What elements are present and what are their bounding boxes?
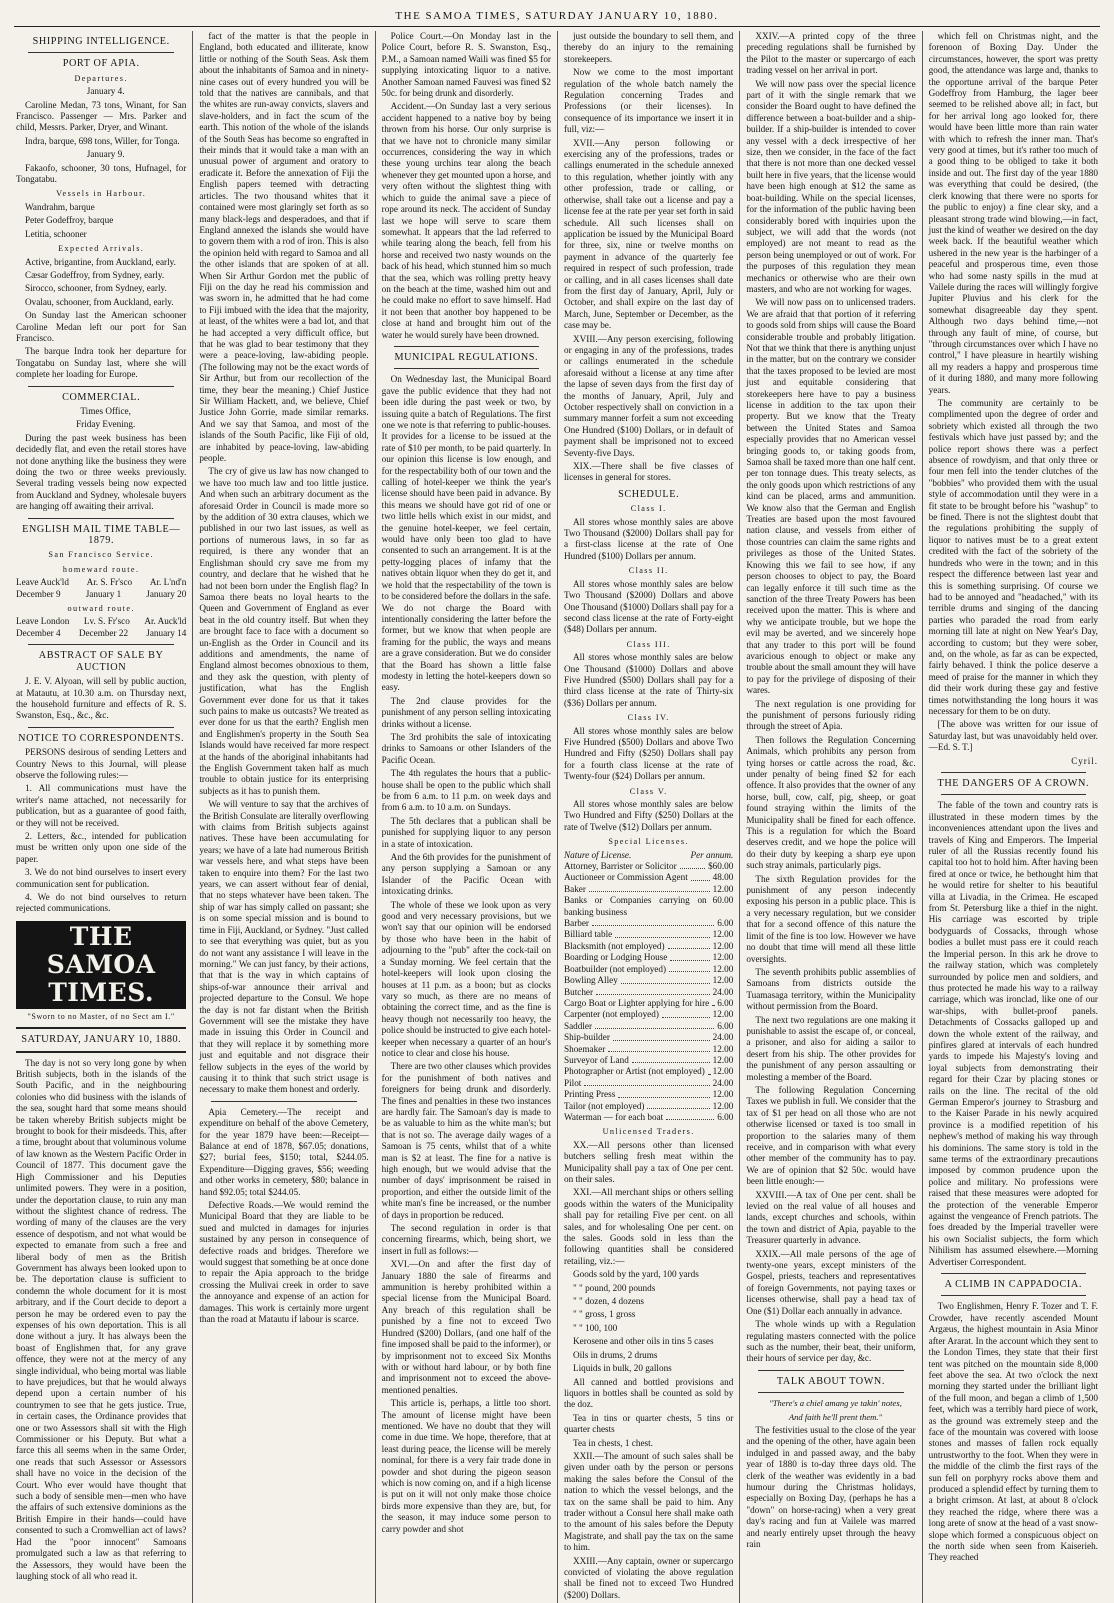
class-label: Class III. <box>626 639 671 649</box>
fee-name: Barber <box>563 918 589 929</box>
divider <box>16 1051 186 1053</box>
fee-name: Blacksmith (not employed) <box>563 940 665 951</box>
class-text: All stores whose monthly sales are below One Thousand ($1000) Dollars and above Five Hundred ($500) Dollars shall pay for a third class license at the rate of Thirty-six ($36) Dollars per annum. <box>563 652 734 708</box>
motto: "Sworn to no Master, of no Sect am I." <box>27 1011 175 1021</box>
quantity-item: " " gross, 1 gross <box>572 1309 636 1320</box>
municipal-text: The 2nd clause provides for the punishment of any person selling intoxicating drinks without a license. <box>381 695 551 729</box>
municipal-text: And the 6th provides for the punishment of any person supplying a Samoan or any Islander of the Pacific Ocean with intoxicating drinks. <box>381 852 551 897</box>
outward-value-row <box>16 628 186 639</box>
fee-row <box>564 895 733 918</box>
fee-name: Attorney, Barrister or Solicitor <box>563 861 677 872</box>
table-cell: January 1 <box>85 588 122 599</box>
fee-row <box>564 941 733 952</box>
municipal-text: On Wednesday last, the Municipal Board gave the public evidence that they had not been idle during the past week or two, by issuing quite a batch of Regulations. The first one we note is that referring to public-houses. It provides for a license to be issued at the rate of $10 per month, to be paid quarterly. In our opinion this license is low enough, and for the respectability both of our town and the calling of hotel-keeper we think the year's license should have been paid in advance. By this means we should have got rid of one or two little hells which exist in our midst, and the genuine hotel-keeper, we feel certain, would have only been too glad to have consented to such an arrangement. It is at the petty-logging places of infamy that the natives obtain liquor when they do get it, and we hold that the respectability of the town is to be considered before the dollars in the safe. We do not charge the Board with intentionally considering the latter before the former, but we know that when people are framing for the public, the ways and means are a grave consideration. But we do consider that the Board has shown a little false modesty in letting the hotel-keepers down so easy. <box>381 374 551 693</box>
divider <box>394 368 539 369</box>
outward-header-row <box>16 616 186 627</box>
municipal-text: The 5th declares that a publican shall be punished for supplying liquor to any person in a state of intoxication. <box>381 815 551 849</box>
departure-entry: Indra, barque, 698 tons, Willer, for Tonga. <box>25 135 180 146</box>
fee-row <box>564 1044 733 1055</box>
fee-row <box>564 1055 733 1066</box>
municipal-commentary: The next two regulations are one making it punishable to assist the escape of, or conceal, a prisoner, and also for aiding a sailor to desert from his ship. The other provides for the punishment of any person assaulting or molesting a member of the Board. <box>746 1014 916 1082</box>
municipal-commentary: We will now pass over the special licence part of it with the single remark that we consider the Board ought to have defined the difference between a boat-builder and a ship-builder. If a ship-builder is intended to cover any vessel with a deck irrespective of her size, then we consider, in the face of the fact that there is not more than one decked vessel built here in five years, that the license would have been high enough at $12 the same as boat-building. While on the special licenses, for the information of the public having been considerably bored with inquiries upon the subject, we will add that the words (not employed) are not meant to read as the person being unemployed or out of work. For the purposes of this regulation they mean mechanics or otherwise who are their own masters, and who are not working for wages. <box>746 78 916 294</box>
divider <box>28 727 174 728</box>
accident-notice: Accident.—On Sunday last a very serious accident happened to a native boy by being thrown from his horse. Our only surprise is that we have not to chronicle many similar occurrences, considering the way in which these young urchins tear along the beach whenever they get mounted upon a horse, and very often without the slightest thing with which to guide the animal save a piece of rope around its neck. The accident of Sunday last we hope will serve to scare them somewhat. It appears that the lad referred to while tearing along the beach, fell from his horse and received two nasty wounds on the back of his head, which stunned him so much that the sea, which was rolling pretty heavy on the beach at the time, washed him out and he could make no effort to save himself. Had it not been that another boy happened to be close at hand and brought him out of the water he would surely have been drowned. <box>381 101 551 340</box>
municipal-commentary: The whole winds up with a Regulation regulating masters connected with the police such as the number, their beat, their uniform, their hours of service per day, &c. <box>746 1319 916 1364</box>
mail-table-heading: ENGLISH MAIL TIME TABLE—1879. <box>22 523 181 547</box>
fee-amount: 12.00 <box>712 929 734 940</box>
outward-label: outward route. <box>67 604 135 614</box>
municipal-commentary: Then follows the Regulation Concerning Animals, which prohibits any person from tying horses or cattle across the road, &c. under penalty of being fined $2 for each offence. It also provides that the owner of any horse, bull, cow, calf, pig, sheep, or goat found straying within the limits of the Municipality shall be fined for each offence. This is a regulation for which the Board deserves credit, and we hope the police will do their duty by keeping a sharp eye upon such stray animals, particularly pigs. <box>746 734 916 871</box>
expected-label: Expected Arrivals. <box>58 244 145 254</box>
divider <box>211 1101 356 1102</box>
departure-date: January 9. <box>86 149 125 160</box>
column-5 <box>739 31 921 1603</box>
class-label: Class V. <box>629 786 668 796</box>
class-text: All stores whose monthly sales are above Two Thousand ($2000) Dollars shall pay for a first-class license at the rate of One Hundred ($100) Dollars per annum. <box>563 516 734 561</box>
fee-header-left: Nature of License. <box>563 849 632 860</box>
epigraph-line: "There's a chiel amang ye takin' notes, <box>769 1398 902 1409</box>
fee-row <box>564 998 733 1009</box>
divider <box>941 1273 1086 1274</box>
class-label: Class I. <box>630 504 667 514</box>
fee-name: Banks or Companies carrying on banking business <box>563 895 707 917</box>
fee-row <box>564 1112 733 1123</box>
divider <box>28 386 174 387</box>
correspondents-intro: PERSONS desirous of sending Letters and Country News to this Journal, will please observe the following rules:— <box>16 747 187 780</box>
column-6 <box>922 31 1104 1603</box>
regulation-xxiii: XXIII.—Any captain, owner or supercargo convicted of violating the above regulation shall be fined not to exceed Two Hundred ($200) Dollars. <box>563 1555 734 1600</box>
divider <box>941 772 1086 773</box>
expected-vessel: Active, brigantine, from Auckland, early. <box>25 256 176 267</box>
expected-vessel: Cæsar Godeffroy, from Sydney, early. <box>25 269 165 280</box>
class-text: All stores whose monthly sales are below Two Thousand ($2000) Dollars and above One Thousand ($1000) Dollars shall pay for a second class license at the rate of Forty-eight ($48) Dollars per annum. <box>563 578 734 635</box>
running-head: THE SAMOA TIMES, SATURDAY JANUARY 10, 1880. <box>14 6 1100 27</box>
divider <box>28 644 174 645</box>
auction-text: J. E. V. Alyoan, will sell by public auction, at Matautu, at 10.30 a.m. on Thursday next, the household furniture and effects of R. S. Swanston, Esq., &c., &c. <box>16 676 187 721</box>
quantity-item: Oils in drums, 2 drums <box>572 1349 658 1360</box>
table-cell: December 9 <box>16 588 61 599</box>
talk-heading: TALK ABOUT TOWN. <box>776 1375 886 1387</box>
departure-entry: Fakaofo, schooner, 30 tons, Hufnagel, for Tongatabu. <box>16 162 187 185</box>
fee-amount: 12.00 <box>712 1009 734 1020</box>
divider <box>941 1295 1086 1296</box>
regulation-xviii: XVIII.—Any person exercising, following or engaging in any of the professions, trades or callings enumerated in the schedule aforesaid without a license at any time after the lapse of seven days from the first day of the months of January, April, July and October respectively shall on conviction in a summary manner forfeit a sum not exceeding One Hundred ($100) Dollars, or in default of payment shall be imprisoned not to exceed Seventy-five Days. <box>563 333 734 458</box>
column-1 <box>10 31 192 1603</box>
fee-table-header <box>564 850 733 861</box>
harbour-vessel: Wandrahm, barque <box>25 201 95 212</box>
signature: Cyril. <box>1071 755 1098 766</box>
column-3 <box>375 31 557 1603</box>
municipal-text: The 4th regulates the hours that a public-house shall be open to the public which shall be from 6 a.m. to 11 p.m. on week days and from 6 a.m. to 10 a.m. on Sundays. <box>381 768 551 813</box>
fee-row <box>564 1009 733 1020</box>
auction-heading: ABSTRACT OF SALE BY AUCTION <box>38 650 164 673</box>
mail-service: San Francisco Service. <box>48 550 154 560</box>
harbour-label: Vessels in Harbour. <box>56 189 147 199</box>
regulation-xxix: XXIX.—All male persons of the age of twenty-one years, except ministers of the Gospel, priests, teachers and representatives of foreign Governments, not paying taxes or licenses otherwise, shall pay a head tax of One ($1) Dollar each annually in advance. <box>746 1248 916 1316</box>
municipal-commentary: The seventh prohibits public assemblies of Samoans from districts outside the Tuamasaga territory, within the Municipality without permission from the Board. <box>746 966 916 1012</box>
table-cell: Ar. L'nd'n <box>149 577 187 588</box>
police-court-notice: Police Court.—On Monday last in the Police Court, before R. S. Swanston, Esq., P.M., a Samoan named Waili was fined $5 for supplying intoxicating liquor to a native. Another Samoan named Fauvesi was fined $2 50c. for being drunk and disorderly. <box>381 31 551 99</box>
fee-name: Shoemaker <box>563 1043 606 1054</box>
editor-note: [The above was written for our issue of Saturday last, but was unavoidably held over.—Ed. S. T.] <box>928 719 1098 753</box>
municipal-commentary: The sixth Regulation provides for the punishment of any person indecently exposing his person in a public place. This is a very necessary regulation, but we consider that for a second offence of this nature the limit of the fine is too low. However we have no doubt that time will mend all these little oversights. <box>746 873 916 964</box>
edition-date: SATURDAY, JANUARY 10, 1880. <box>21 1034 182 1046</box>
class-label: Class IV. <box>627 713 670 723</box>
correspondents-rule: 2. Letters, &c., intended for publication must be written only upon one side of the paper. <box>16 830 187 864</box>
departure-entry: Caroline Medan, 73 tons, Winant, for San Francisco. Passenger — Mrs. Parker and child, Messrs. Parker, Dryer, and Winant. <box>16 99 187 133</box>
municipal-continued: just outside the boundary to sell them, and thereby do an injury to the remaining storekeepers. <box>563 31 734 64</box>
table-cell: Leave Auck'ld <box>16 577 69 588</box>
fee-amount: 6.00 <box>717 1111 734 1122</box>
quantity-item: Liquids in bulk, 20 gallons <box>572 1363 672 1374</box>
fee-amount: 12.00 <box>712 940 734 951</box>
editorial-continued: fact of the matter is that the people in England, both educated and illiterate, know little or nothing of the South Seas. Ask them about the inhabitants of Samoa and in ninety-nine cases out of every hundred you will be told that the natives are cannibals, and that the whites are run-away convicts, slavers and slave-holders, and in fact the scum of the earth. This notion of the whole of the islands of the South Seas has become so engrafted in their minds that it would take a man with an unusual power of argument and oratory to eradicate it. Before the annexation of Fiji the English papers teemed with detracting articles. The two thousand whites that it contained were most glaringly set forth as so many black-legs and desperadoes, and that if England annexed the islands she would have to govern them with a rod of iron. This is also the opinion held with regard to Samoa and all the other islands that are spoken of at all. When Sir Arthur Gordon met the public of Fiji on the day he read his commission and was sworn in, he admitted that he had come to Fiji imbued with the idea that the majority, at least, of the whites were a bad lot, and that he had accepted a very difficult office, but that he was glad to bear testimony that they were a peace-loving, law-abiding people. (The following may not be the exact words of Sir Arthur, but from our recollection of the time, they bear the meaning.) Chief Justice Sir William Hackett, and, we believe, Chief Justice John Gorrie, made similar remarks. And we say that Samoa, and most of the islands of the South Pacific, like Fiji of old, are inhabited by peace-loving, law-abiding people. <box>199 31 369 464</box>
quantity-item: Tea in chests, 1 chest. <box>572 1437 653 1448</box>
fee-amount: 12.00 <box>712 1089 734 1100</box>
fee-name: Bowling Alley <box>563 975 618 986</box>
quantity-item: " " 100, 100 <box>572 1322 618 1333</box>
fee-row <box>564 964 733 975</box>
table-cell: January 14 <box>146 627 187 638</box>
fee-name: Butcher <box>563 986 594 997</box>
expected-vessel: Sirocco, schooner, from Sydney, early. <box>25 283 167 294</box>
fee-name: Auctioneer or Commission Agent <box>563 872 688 883</box>
fee-amount: 6.00 <box>717 1020 734 1031</box>
fee-amount: 12.00 <box>712 1043 734 1054</box>
commercial-day: Friday Evening. <box>76 419 136 430</box>
fee-amount: 12.00 <box>712 952 734 963</box>
special-licenses-label: Special Licenses. <box>608 837 689 847</box>
municipal-commentary: The next regulation is one providing for the punishment of persons furiously riding through the street of Apia. <box>746 698 916 732</box>
fee-amount: 12.00 <box>712 1100 734 1111</box>
regulation-xxi: XXI.—All merchant ships or others selling goods within the waters of the Municipality shall pay for retailing Five per cent. on all sales, and for wholesaling One per cent. on the sales. Goods sold in less than the following quantities shall be considered retailing, viz.:— <box>563 1187 734 1266</box>
divider <box>758 1392 903 1393</box>
fee-amount: 12.00 <box>712 975 734 986</box>
table-cell: January 20 <box>146 588 187 599</box>
regulation-xix: XIX.—There shall be five classes of licenses in general for stores. <box>563 461 734 483</box>
quantity-item: Goods sold by the yard, 100 yards <box>572 1269 699 1280</box>
quantity-item: Kerosene and other oils in tins 5 cases <box>572 1336 714 1347</box>
fee-amount: 12.00 <box>712 1066 734 1077</box>
table-cell: Leave London <box>16 616 70 627</box>
municipal-text: The whole of these we look upon as very good and very necessary provisions, but we won't say that our opinion will be endorsed by those who have been in the habit of adjourning to the "pub" after the cock-tail on a Sunday morning. We feel certain that the hotel-keepers will look upon closing the houses at 11 p.m. as a boon; but as clocks vary so much, as there are no means of obtaining the correct time, and as the fine is heavy though not necessarily too heavy, the police should be instructed to give each hotel-keeper when necessary a quarter of an hour's notice to clear and close his house. <box>381 899 551 1058</box>
fee-row <box>564 952 733 963</box>
fee-amount: 6.00 <box>717 918 734 929</box>
divider <box>941 794 1086 795</box>
quantity-item: " " pound, 200 pounds <box>572 1282 656 1293</box>
fee-row <box>564 975 733 986</box>
municipal-commentary: We will now pass on to unlicensed traders. We are afraid that that portion of it referring to goods sold from ships will cause the Board considerable trouble and probably litigation. Not that we think that there is anything unjust in the matter, but on the contrary we consider that the taxes proposed to be levied are most just and equitable considering that storekeepers here have to pay a business license in addition to the tax upon their property. But we know that the Treaty between the United States and Samoa especially provides that no American vessel bringing goods to, or taking goods from, Samoa shall be taxed more than one half cent. per ton tonnage dues. This treaty selects, as the only goods upon which restrictions of any kind can be placed, arms and ammunition. We know also that the German and English Treaties are based upon the most favoured nation clause, and vessels from either of those countries can claim the same rights and privileges as those of the United States. Knowing this we fail to see how, if any person chooses to object to pay, the Board can legally enforce it till such time as the sanction of the three Treaty Powers has been received upon the matter. This is where and why we anticipate trouble, but we hope the evil may be averted, and we sincerely hope that any trader to this port will be found avaricious enough to object or make any trouble about the small amount they will have to pay for the privilege of disposing of their wares. <box>746 297 916 696</box>
divider <box>394 346 539 347</box>
regulation-xx: XX.—All persons other than licensed butchers selling fresh meat within the Municipality shall pay a tax of One per cent. on their sales. <box>563 1139 734 1184</box>
fee-name: Billiard table <box>563 929 613 940</box>
column-4 <box>557 31 739 1603</box>
fee-name: Boarding or Lodging House <box>563 952 668 963</box>
cemetery-notice: Apia Cemetery.—The receipt and expenditure on behalf of the above Cemetery, for the year 1879 have been:—Receipt—Balance at end of 1878, $67.05; donations, $27; burial fees, $150; total, $244.05. Expenditure—Digging graves, $56; weeding and other works in cemetery, $80; balance in hand $92.05; total $244.05. <box>199 1106 369 1197</box>
fee-row <box>564 1078 733 1089</box>
regulation-xvii: XVII.—Any person following or exercising any of the professions, trades or callings enumerated in the schedule annexed to this regulation, whether jointly with any other profession, trade or calling, or otherwise, shall take out a license and pay a license fee at the rate per year set forth in said schedule. All such licenses shall on application be issued by the Municipal Board for three, six, nine or twelve months on payment in advance of the quarterly fee required in respect of such profession, trade or calling, and in all cases licenses shall date from the first day of January, April, July or October, and shall expire on the last day of March, June, September or December, as the case may be. <box>563 137 734 331</box>
crown-text: The fable of the town and country rats is illustrated in these modern times by the inconveniences attendant upon the lives and travels of King and Emperors. The Imperial ruler of all the Russias recently found his capital too hot to hold him. After having been fired at once or twice, he bethought him that he would retire for shelter to his beautiful villa at Livadia, in the Crimea. He escaped from St. Petersburg like a thief in the night. His carriage was escorted by triple bodyguards of Cossacks, through whose bodies a bullet must pass ere it could reach the Imperial person. In this ark he drove to the railway station, which was completely surrounded by police men and soldiers, and thus protected he made his way to a railway carriage, which was ironclad, like one of our war-ships, with bullet-proof panels. Detachments of Cossacks galloped up and down the whole extent of the railway, and pinfires glared at intervals of each hundred yards to impede his Majesty's loving and loyal subjects from demonstrating their regard for their Czar by placing stones or rails on the line. The recital of the old German Emperor's journey to Strasburg and to the Kaiser Parade in his newly acquired province is a modified repetition of his nephew's method of making his way through his dominions. The same story is told in the same terms of the extraordinary precautions imposed by common prudence upon the police and military. No professions were raised that these measures were adopted for the protection of the venerable Emperor against the vengeance of French patriots. The foes dreaded by the Imperial traveller were his own Socialist subjects, the form which Nihilism has assumed elsewhere.—Morning Advertiser Correspondent. <box>928 800 1098 1267</box>
quantity-item: Tea in tins or quarter chests, 5 tins or quarter chests <box>563 1412 734 1435</box>
column-2 <box>192 31 374 1603</box>
talk-continued: which fell on Christmas night, and the forenoon of Boxing Day. Under the circumstances, however, the sport was pretty good, the attendance was large and, thanks to the opportune arrival of the barque Peter Godeffroy from Hamburg, the lager beer seemed to be relished above all; in fact, but for her arrival long ago looked for, there would have been little more than rain water with which to refresh the inner man. That's very good at times, but it's rather too much of a good thing to be obliged to take it both inside and out. The first day of the year 1880 was everything that could be desired, (the clerk knowing that there were no sports for the public to enjoy) a fine clear sky, and a pleasant strong trade wind blowing,—in fact, just the kind of weather we desired on the day week back. If the beautiful weather which ushered in the new year is the harbinger of a peaceful and prosperous time, even those who had some nasty spills in the mud at Vailele during the races will willingly forgive Jupiter Pluvius and his clerk for the somewhat disagreeable day they spent. Although two days behind time,—not through any fault of mine, of course, but "through circumstances over which I have no control," I have pleasure in heartily wishing all my readers a happy and prosperous time of it during 1880, and many more following years. <box>928 31 1098 395</box>
fee-amount: 24.00 <box>712 986 734 997</box>
fee-name: Cargo Boat or Lighter applying for hire <box>563 997 710 1008</box>
class-text: All stores whose monthly sales are below Two Hundred and Fifty ($250) Dollars at the rate of Twelve ($12) Dollars per annum. <box>563 799 734 832</box>
homeward-header-row <box>16 577 186 588</box>
climb-text: Two Englishmen, Henry F. Tozer and T. F. Crowder, have recently ascended Mount Argæus, the highest mountain in Asia Minor after Ararat. In the account which they sent to the London Times, they state that their first tent was pitched on the mountain side 8,000 feet above the sea. At two o'clock the next morning they started under the brilliant light of the full moon, and began a climb of 1,500 feet, which was a terribly hard piece of work, as the ground was extremely steep and the face of the mountain was covered with loose stones and masses of fallen rock equally untrustworthy to the foot. When they were in the middle of the climb the first rays of the sun fell on porphyry rocks above them and produced a splendid effect by turning them to a bright crimson. At last, at about 8 o'clock they reached the ridge, where there was a long arete of snow at the head of a vast snow-slope which formed a conspicuous object on the north side when seen from Kaiserieh. They reached <box>928 1301 1098 1563</box>
shipping-notice: On Sunday last the American schooner Caroline Medan left our port for San Francisco. <box>16 310 187 343</box>
fee-amount: $60.00 <box>708 861 734 872</box>
municipal-text: There are two other clauses which provides for the punishment of both natives and foreigners for being drunk and disorderly. The fines and penalties in these two instances are hardly fair. The Samoan's day is made to be as valuable to him as the white man's; but that is not so. The average daily wages of a Samoan is 75 cents, whilst that of a white man is $2 at least. The fine for a native is high enough, but we would advise that the number of days' imprisonment be raised in proportion, and either the outside limit of the white man's fine be increased, or the number of days in proportion be reduced. <box>381 1061 551 1220</box>
commercial-office: Times Office, <box>80 405 131 416</box>
commercial-heading: COMMERCIAL. <box>62 391 141 403</box>
correspondents-heading: NOTICE TO CORRESPONDENTS. <box>18 732 185 744</box>
fee-row <box>564 1066 733 1077</box>
divider <box>758 1370 903 1371</box>
fee-name: Saddler <box>563 1020 593 1031</box>
harbour-vessel: Peter Godeffroy, barque <box>25 215 114 226</box>
regulation-xvi: XVI.—On and after the first day of January 1880 the sale of firearms and ammunition is hereby prohibited within a special license from the Municipal Board. Any breach of this regulation shall be punished by a fine not to exceed Two Hundred ($200) Dollars, (and one half of the fine imposed shall be paid to the informer), or by imprisonment not to exceed Six Months with or without hard labour, or by both fine and imprisonment not to exceed the above-mentioned penalties. <box>381 1259 551 1395</box>
fee-row <box>564 861 733 872</box>
regulation-xxviii: XXVIII.—A tax of One per cent. shall be levied on the real value of all houses and lands, except churches and schools, within the town and district of Apia, payable to the Treasurer quarterly in advance. <box>746 1189 916 1246</box>
table-cell: Lv. S. Fr'sco <box>83 616 130 627</box>
municipal-commentary: The following Regulation Concerning Taxes we publish in full. We consider that the tax of $1 per head on all those who are not otherwise licensed or taxed is too small in proportion to the salaries many of them receive, and in comparison with what every other member of the community has to pay. We are of opinion that $2 50c. would have been little enough:— <box>746 1084 916 1187</box>
fee-amount: 12.00 <box>712 1054 734 1065</box>
fee-amount: 60.00 <box>712 895 734 906</box>
regulation-xxiv: XXIV.—A printed copy of the three preceding regulations shall be furnished by the Pilot to the master or supercargo of each trading vessel on her arrival in port. <box>746 31 916 76</box>
fee-row <box>564 1032 733 1043</box>
fee-amount: 24.00 <box>712 1077 734 1088</box>
talk-continued: The community are certainly to be complimented upon the degree of order and sobriety which existed all through the two festivals which have just passed by; and the police report shows there was a perfect absence of rowdyism, and that only three or four men fell into the tender clutches of the "bobbies" who provided them with the usual style of accommodation until they were in a fit state to be brought before his "washup" to be fined. There is not the slightest doubt that the regulations prohibiting the supply of liquor to natives must be to a great extent credited with the fact of the sobriety of the hundreds who were in the town; and in this respect the difference between last year and this is something surprising. Of course we had to be annoyed and "headached," with its terrible drums and singing of the dancing parties who paraded the road from early morning till late at night on New Year's Day, according to custom; but they were sober, and, on the whole, as far as can be expected, fairly behaved. I think the police deserve a meed of praise for the manner in which they did their work during these gay and festive times notwithstanding the long hours it was necessary for them to be on duty. <box>928 398 1098 716</box>
homeward-value-row <box>16 589 186 600</box>
expected-vessel: Ovalau, schooner, from Auckland, early. <box>25 296 174 307</box>
fee-row <box>564 987 733 998</box>
correspondents-rule: 3. We do not bind ourselves to insert every communication sent for publication. <box>16 867 187 889</box>
municipal-continued: Now we come to the most important regulation of the whole batch namely the Regulation concerning Trades and Professions (or their licenses). In consequence of its importance we insert it in full, viz:— <box>563 67 734 135</box>
municipal-text: The second regulation in order is that concerning firearms, which, being short, we insert in full as follows:— <box>381 1223 551 1256</box>
shipping-notice: The barque Indra took her departure for Tongatabu on Sunday last, where she will complete her loading for Europe. <box>16 346 187 380</box>
fee-amount: 6.00 <box>717 997 734 1008</box>
regulation-xxii: XXII.—The amount of such sales shall be given under oath by the person or persons making the sales before the Consul of the nation to which the vessel belongs, and the tax on the same shall be paid to him. Any trader without a Consul here shall make oath to the amount of his sales before the Deputy Magistrate, and shall pay the tax on the same to him. <box>563 1450 734 1553</box>
divider <box>16 1027 186 1029</box>
correspondents-rule: 4. We do not bind ourselves to return rejected communications. <box>16 892 187 914</box>
shipping-heading: SHIPPING INTELLIGENCE. <box>32 36 170 47</box>
fee-amount: 24.00 <box>712 1032 734 1043</box>
fee-row <box>564 1101 733 1112</box>
fee-name: Carpenter (not employed) <box>563 1009 659 1020</box>
fee-name: Pilot <box>563 1077 582 1088</box>
municipal-text: This article is, perhaps, a little too short. The amount of license might have been mentioned. We have no doubt that they will come in due time. We hope, therefore, that at least during peace, the license will be merely nominal, for there is a very fair trade done in powder and shot during the pigeon season which is now coming on, and if a high license is put on it will not only make those choice birds more expensive than they are, but, for the season, it may induce some person to carry powder and shot <box>381 1398 551 1534</box>
fee-amount: 12.00 <box>712 883 734 894</box>
municipal-text: The 3rd prohibits the sale of intoxicating drinks to Samoans or other Islanders of the Pacific Ocean. <box>381 731 551 765</box>
quantity-item: " " dozen, 4 dozens <box>572 1296 645 1307</box>
fee-table <box>564 861 733 1123</box>
fee-name: Baker <box>563 883 586 894</box>
fee-amount: 12.00 <box>712 963 734 974</box>
columns <box>10 31 1104 1600</box>
fee-row <box>564 872 733 883</box>
fee-header-right: Per annum. <box>690 849 734 860</box>
commercial-text: During the past week business has been decidedly flat, and even the retail stores have not done anything like the business they were doing the two or three weeks previously. Several trading vessels being now expected from Auckland and Sydney, wholesale buyers are hanging off awaiting their arrival. <box>16 432 187 512</box>
talk-text: The festivities usual to the close of the year and the opening of the other, have again been indulged in and passed away, and the baby year of 1880 is to-day three days old. The clerk of the weather was evidently in a bad humour during the Christmas holidays, especially on Boxing Day, (perhaps he has a "down" on horse-racing) when a very great day's racing and fun at Vailele was marred and nearly entirely upset through the heavy rain <box>746 1424 916 1549</box>
crown-heading: THE DANGERS OF A CROWN. <box>937 778 1090 789</box>
divider <box>28 52 174 53</box>
unlicensed-label: Unlicensed Traders. <box>602 1127 695 1137</box>
editorial-text: The day is not so very long gone by when British subjects, both in the islands of the South Pacific, and in the neighbouring colonies who did business with the islands of the sea, sought hard that some means should be taken whereby British subjects might be brought to book for their misdeeds. This, after a time, brought about that voluminous volume of law known as the Western Pacific Order in Council of 1877. This document gave the High Commissioner and his Deputies unlimited powers. They were in a position, under the deportation clause, to ruin any man without the slightest chance of redress. The wording of many of the clauses are the very essence of despotism, and not what would be expected to emanate from such a free and liberal body of men as the British Government has always been looked upon to be. The deportation clause is sufficient to condemn the whole document for it is most arbitrary, and if the Court decide to deport a person he may be ordered even to pay the expenses of his own deportation. This is all done without a jury. It has always been the boast of Englishmen that, for any grave offence, they were not at the mercy of any single individual, who being mortal was liable to have prejudices, but that he would always depend upon a certain number of his countrymen to see that he gets justice. True, in certain cases, the Ordinance provides that one or two Assessors shall sit with the High Commissioner or his Deputy. But what a farce this all seems when in the same Order, one reads that such Assessor or Assessors shall have no voice in the decision of the Court. Who ever would have thought that such a body of sensible men—men who have the affairs of such extensive dominions as the British Empire in their hands—could have consented to such a Cromwellian act of laws? Had the "poor innocent" Samoans promulgated such a law as that referring to the Assessors, they would have been the laughing stock of all who read it. <box>16 1057 187 1581</box>
roads-notice: Defective Roads.—We would remind the Municipal Board that they are liable to be sued and mulcted in damages for injuries sustained by any person in consequence of defective roads and bridges. Therefore we would suggest that something be at once done to repair the Apia approach to the bridge crossing the Mulivai creek in order to save the annoyance and expense of an action for damages. This work is certainly more urgent than the road at Matautu if labour is scarce. <box>199 1200 369 1325</box>
fee-name: Photographer or Artist (not employed) <box>563 1066 705 1077</box>
quantity-item: All canned and bottled provisions and liquors in bottles shall be counted as sold by the doz. <box>563 1376 734 1410</box>
table-cell: December 4 <box>16 627 61 638</box>
municipal-heading: MUNICIPAL REGULATIONS. <box>394 351 539 363</box>
fee-name: Printing Press <box>563 1089 616 1100</box>
class-label: Class II. <box>628 566 669 576</box>
fee-row <box>564 918 733 929</box>
fee-name: Ship-builder <box>563 1032 610 1043</box>
fee-row <box>564 884 733 895</box>
fee-name: Waterman — for each boat <box>563 1111 664 1122</box>
fee-amount: 48.00 <box>712 872 734 883</box>
class-text: All stores whose monthly sales are below Five Hundred ($500) Dollars and above Two Hundred and Fifty ($250) Dollars shall pay for a fourth class license at the rate of Twenty-four ($24) Dollars per annum. <box>563 725 734 782</box>
fee-name: Boatbuilder (not employed) <box>563 963 667 974</box>
port-heading: PORT OF APIA. <box>62 58 140 70</box>
table-cell: Ar. S. Fr'sco <box>86 577 133 588</box>
departure-date: January 4. <box>86 86 125 97</box>
divider <box>28 518 174 519</box>
editorial-continued: The cry of give us law has now changed to we have too much law and too little justice. And when such an arbitrary document as the aforesaid Order in Council is made more so by the addition of 30 extra clauses, which we published in our two last issues, as well as portions of numerous laws, in so far as required, is there any wonder that an Englishman should cry save me from my country, and declare that he wished that he had not been born under the English flag? In Samoa there beats no loyal hearts to the Queen and Government of England as ever beat in the old country itself. But when they are brought face to face with a document so un-English as the Order in Council and its additions and amendments, the name of England almost becomes obnoxious to them, and they ask the question, with plenty of justification, what has the English Government ever done for us that it takes such pains to make us outcasts? We treated as ever done for us that the earth? English men and Englishmen's property in the South Sea Islands would have received far more respect at the hands of the aboriginal inhabitants had the English Government taken half as much trouble to obtain justice for its enterprising subjects as it has to punish them. <box>199 466 369 796</box>
editorial-continued: We will venture to say that the archives of the British Consulate are literally overflowing with claims from British subjects against natives. These have been accumulating for years; we have of a late had numerous British war vessels here, and what steps have been taken to enquire into them? For the last two years, we can assert without fear of denial, that no steps whatever have been taken. The ship of war has simply called on passant; she is on some special mission and is bound to time in Fiji, Auckland, or Sydney. "Just called to see that everything was quiet, but as you do not want any assistance I will leave in the morning." We can just fancy, by their actions, that that is the way in which captains of ships-of-war announce their arrival and projected departure to the Consul. We hope the day is not far distant when the British Government will see the mistake they have made in issuing this Order in Council and that they will replace it by something more just and equitable and not disgrace their fellow subjects in the eyes of the world by causing it to think that such strict usage is necessary to make them honest and orderly. <box>199 799 369 1095</box>
schedule-heading: SCHEDULE. <box>618 488 680 500</box>
climb-heading: A CLIMB IN CAPPADOCIA. <box>944 1279 1082 1291</box>
table-cell: December 22 <box>78 627 129 638</box>
departures-label: Departures. <box>74 73 128 83</box>
table-cell: Ar. Auck'ld <box>144 616 187 627</box>
fee-name: Tailor (not employed) <box>563 1100 645 1111</box>
epigraph-line: And faith he'll prent them." <box>788 1411 883 1422</box>
fee-row <box>564 1021 733 1032</box>
correspondents-rule: 1. All communications must have the writer's name attached, not necessarily for publication, but as a guarantee of good faith, or they will not be received. <box>16 783 187 828</box>
harbour-vessel: Letitia, schooner <box>25 228 87 239</box>
fee-row <box>564 929 733 940</box>
homeward-label: homeward route. <box>62 564 140 574</box>
fee-row <box>564 1089 733 1100</box>
masthead: THE SAMOA TIMES. <box>16 921 186 1009</box>
fee-name: Surveyor of Land <box>563 1054 629 1065</box>
